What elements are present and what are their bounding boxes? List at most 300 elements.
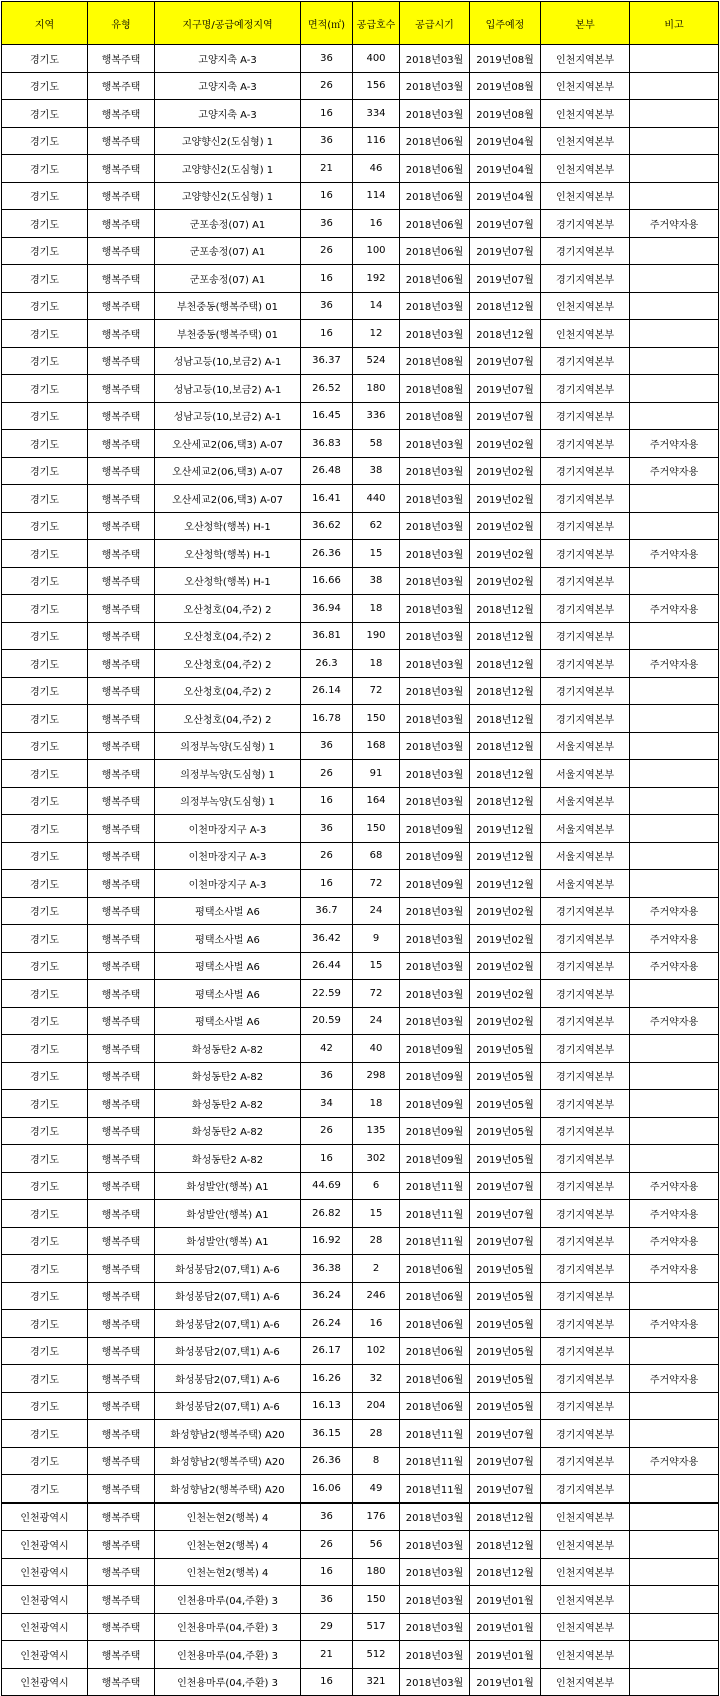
table-row <box>2 815 719 843</box>
area-cell: 26.3 <box>301 650 353 678</box>
area-cell: 36 <box>301 1586 353 1614</box>
area-cell: 26.52 <box>301 375 353 403</box>
type-cell: 행복주택 <box>88 1310 155 1338</box>
district-cell: 오산청호(04,주2) 2 <box>155 595 301 623</box>
supply-date-cell: 2018년11월 <box>400 1200 470 1228</box>
table-row <box>2 1035 719 1063</box>
supply-date-cell: 2018년03월 <box>400 760 470 788</box>
table-body <box>2 45 719 1696</box>
table-row <box>2 1255 719 1283</box>
area-cell: 36 <box>301 292 353 320</box>
units-cell: 2 <box>353 1255 400 1283</box>
move-in-cell: 2019년04월 <box>470 155 541 183</box>
type-cell: 행복주택 <box>88 375 155 403</box>
hq-cell: 경기지역본부 <box>541 1200 630 1228</box>
table-row <box>2 485 719 513</box>
table-row <box>2 72 719 100</box>
district-cell: 화성봉담2(07,택1) A-6 <box>155 1392 301 1420</box>
units-cell: 176 <box>353 1503 400 1531</box>
note-cell <box>630 402 719 430</box>
district-cell: 성남고등(10,보금2) A-1 <box>155 402 301 430</box>
units-cell: 56 <box>353 1531 400 1559</box>
district-cell: 고양향신2(도심형) 1 <box>155 155 301 183</box>
units-cell: 440 <box>353 485 400 513</box>
table-row <box>2 980 719 1008</box>
note-cell <box>630 1337 719 1365</box>
district-cell: 오산청호(04,주2) 2 <box>155 705 301 733</box>
hq-cell: 인천지역본부 <box>541 100 630 128</box>
note-cell <box>630 347 719 375</box>
units-cell: 400 <box>353 45 400 73</box>
note-cell <box>630 760 719 788</box>
move-in-cell: 2019년12월 <box>470 842 541 870</box>
type-cell: 행복주택 <box>88 1558 155 1586</box>
table-row <box>2 1227 719 1255</box>
units-cell: 135 <box>353 1117 400 1145</box>
hq-cell: 경기지역본부 <box>541 512 630 540</box>
move-in-cell: 2018년12월 <box>470 760 541 788</box>
region-cell: 경기도 <box>2 732 88 760</box>
type-cell: 행복주택 <box>88 705 155 733</box>
area-cell: 26 <box>301 760 353 788</box>
type-cell: 행복주택 <box>88 402 155 430</box>
area-cell: 36 <box>301 1503 353 1531</box>
table-row <box>2 1641 719 1669</box>
supply-date-cell: 2018년06월 <box>400 182 470 210</box>
note-cell: 주거약자용 <box>630 430 719 458</box>
hq-cell: 경기지역본부 <box>541 457 630 485</box>
note-cell: 주거약자용 <box>630 925 719 953</box>
units-cell: 40 <box>353 1035 400 1063</box>
supply-date-cell: 2018년03월 <box>400 650 470 678</box>
region-cell: 경기도 <box>2 72 88 100</box>
region-cell: 경기도 <box>2 925 88 953</box>
area-cell: 21 <box>301 1641 353 1669</box>
table-row <box>2 155 719 183</box>
note-cell <box>630 1420 719 1448</box>
region-cell: 경기도 <box>2 430 88 458</box>
region-cell: 인천광역시 <box>2 1586 88 1614</box>
units-cell: 16 <box>353 210 400 238</box>
region-cell: 경기도 <box>2 952 88 980</box>
supply-date-cell: 2018년03월 <box>400 45 470 73</box>
table-row <box>2 1145 719 1173</box>
supply-date-cell: 2018년03월 <box>400 1668 470 1696</box>
move-in-cell: 2019년02월 <box>470 567 541 595</box>
hq-cell: 인천지역본부 <box>541 292 630 320</box>
region-cell: 경기도 <box>2 1035 88 1063</box>
note-cell <box>630 870 719 898</box>
area-cell: 36.24 <box>301 1282 353 1310</box>
move-in-cell: 2019년01월 <box>470 1586 541 1614</box>
move-in-cell: 2019년02월 <box>470 485 541 513</box>
type-cell: 행복주택 <box>88 1282 155 1310</box>
area-cell: 16 <box>301 1558 353 1586</box>
area-cell: 16 <box>301 1668 353 1696</box>
move-in-cell: 2018년12월 <box>470 705 541 733</box>
hq-cell: 인천지역본부 <box>541 182 630 210</box>
units-cell: 18 <box>353 595 400 623</box>
note-cell <box>630 155 719 183</box>
note-cell: 주거약자용 <box>630 595 719 623</box>
district-cell: 평택소사벌 A6 <box>155 980 301 1008</box>
hq-cell: 경기지역본부 <box>541 595 630 623</box>
supply-date-cell: 2018년06월 <box>400 210 470 238</box>
note-cell <box>630 1503 719 1531</box>
table-row <box>2 1392 719 1420</box>
region-cell: 경기도 <box>2 1310 88 1338</box>
hq-cell: 경기지역본부 <box>541 1310 630 1338</box>
move-in-cell: 2019년05월 <box>470 1035 541 1063</box>
note-cell <box>630 980 719 1008</box>
area-cell: 36 <box>301 815 353 843</box>
table-row <box>2 320 719 348</box>
units-cell: 192 <box>353 265 400 293</box>
area-cell: 16.06 <box>301 1475 353 1503</box>
supply-date-cell: 2018년09월 <box>400 1062 470 1090</box>
area-cell: 16 <box>301 1145 353 1173</box>
district-cell: 화성봉담2(07,택1) A-6 <box>155 1365 301 1393</box>
type-cell: 행복주택 <box>88 567 155 595</box>
column-header-hq: 본부 <box>541 2 630 45</box>
units-cell: 68 <box>353 842 400 870</box>
hq-cell: 경기지역본부 <box>541 375 630 403</box>
move-in-cell: 2019년07월 <box>470 1200 541 1228</box>
units-cell: 14 <box>353 292 400 320</box>
note-cell: 주거약자용 <box>630 952 719 980</box>
note-cell: 주거약자용 <box>630 1365 719 1393</box>
supply-date-cell: 2018년06월 <box>400 127 470 155</box>
table-row <box>2 622 719 650</box>
area-cell: 26.44 <box>301 952 353 980</box>
district-cell: 화성동탄2 A-82 <box>155 1090 301 1118</box>
region-cell: 경기도 <box>2 1172 88 1200</box>
table-row <box>2 347 719 375</box>
units-cell: 38 <box>353 567 400 595</box>
supply-date-cell: 2018년09월 <box>400 1035 470 1063</box>
type-cell: 행복주택 <box>88 320 155 348</box>
area-cell: 16 <box>301 100 353 128</box>
district-cell: 의정부녹양(도심형) 1 <box>155 787 301 815</box>
district-cell: 오산청호(04,주2) 2 <box>155 622 301 650</box>
area-cell: 21 <box>301 155 353 183</box>
table-row <box>2 430 719 458</box>
type-cell: 행복주택 <box>88 1447 155 1475</box>
hq-cell: 경기지역본부 <box>541 1282 630 1310</box>
hq-cell: 인천지역본부 <box>541 72 630 100</box>
region-cell: 경기도 <box>2 787 88 815</box>
table-row <box>2 732 719 760</box>
units-cell: 62 <box>353 512 400 540</box>
units-cell: 321 <box>353 1668 400 1696</box>
note-cell <box>630 1090 719 1118</box>
type-cell: 행복주택 <box>88 127 155 155</box>
supply-date-cell: 2018년11월 <box>400 1172 470 1200</box>
units-cell: 18 <box>353 1090 400 1118</box>
units-cell: 32 <box>353 1365 400 1393</box>
area-cell: 36 <box>301 1062 353 1090</box>
table-row <box>2 1531 719 1559</box>
type-cell: 행복주택 <box>88 45 155 73</box>
district-cell: 부천중동(행복주택) 01 <box>155 320 301 348</box>
table-row <box>2 182 719 210</box>
region-cell: 경기도 <box>2 182 88 210</box>
supply-date-cell: 2018년06월 <box>400 1392 470 1420</box>
district-cell: 성남고등(10,보금2) A-1 <box>155 347 301 375</box>
type-cell: 행복주택 <box>88 677 155 705</box>
area-cell: 22.59 <box>301 980 353 1008</box>
supply-date-cell: 2018년03월 <box>400 457 470 485</box>
note-cell <box>630 320 719 348</box>
district-cell: 화성향남2(행복주택) A20 <box>155 1420 301 1448</box>
table-row <box>2 1613 719 1641</box>
hq-cell: 경기지역본부 <box>541 705 630 733</box>
move-in-cell: 2019년04월 <box>470 182 541 210</box>
supply-date-cell: 2018년06월 <box>400 1337 470 1365</box>
area-cell: 29 <box>301 1613 353 1641</box>
units-cell: 180 <box>353 375 400 403</box>
move-in-cell: 2019년01월 <box>470 1613 541 1641</box>
units-cell: 302 <box>353 1145 400 1173</box>
area-cell: 36.38 <box>301 1255 353 1283</box>
district-cell: 의정부녹양(도심형) 1 <box>155 760 301 788</box>
note-cell <box>630 1475 719 1503</box>
move-in-cell: 2019년07월 <box>470 1475 541 1503</box>
region-cell: 경기도 <box>2 1282 88 1310</box>
move-in-cell: 2019년02월 <box>470 925 541 953</box>
table-row <box>2 925 719 953</box>
district-cell: 인천논현2(행복) 4 <box>155 1558 301 1586</box>
district-cell: 평택소사벌 A6 <box>155 897 301 925</box>
area-cell: 36.42 <box>301 925 353 953</box>
area-cell: 16 <box>301 870 353 898</box>
supply-date-cell: 2018년03월 <box>400 897 470 925</box>
note-cell <box>630 1062 719 1090</box>
area-cell: 42 <box>301 1035 353 1063</box>
hq-cell: 경기지역본부 <box>541 980 630 1008</box>
hq-cell: 경기지역본부 <box>541 1172 630 1200</box>
region-cell: 경기도 <box>2 1255 88 1283</box>
units-cell: 512 <box>353 1641 400 1669</box>
table-row <box>2 760 719 788</box>
type-cell: 행복주택 <box>88 622 155 650</box>
supply-date-cell: 2018년08월 <box>400 375 470 403</box>
hq-cell: 경기지역본부 <box>541 1227 630 1255</box>
move-in-cell: 2019년02월 <box>470 897 541 925</box>
supply-date-cell: 2018년06월 <box>400 1255 470 1283</box>
hq-cell: 서울지역본부 <box>541 787 630 815</box>
note-cell <box>630 787 719 815</box>
units-cell: 72 <box>353 677 400 705</box>
note-cell <box>630 1668 719 1696</box>
type-cell: 행복주택 <box>88 1531 155 1559</box>
type-cell: 행복주택 <box>88 182 155 210</box>
units-cell: 91 <box>353 760 400 788</box>
type-cell: 행복주택 <box>88 1090 155 1118</box>
type-cell: 행복주택 <box>88 1420 155 1448</box>
district-cell: 고양지축 A-3 <box>155 72 301 100</box>
type-cell: 행복주택 <box>88 980 155 1008</box>
region-cell: 경기도 <box>2 347 88 375</box>
units-cell: 18 <box>353 650 400 678</box>
area-cell: 26.82 <box>301 1200 353 1228</box>
move-in-cell: 2018년12월 <box>470 787 541 815</box>
units-cell: 58 <box>353 430 400 458</box>
area-cell: 36 <box>301 127 353 155</box>
note-cell: 주거약자용 <box>630 457 719 485</box>
district-cell: 평택소사벌 A6 <box>155 1007 301 1035</box>
area-cell: 16.78 <box>301 705 353 733</box>
column-header-district: 지구명/공급예정지역 <box>155 2 301 45</box>
housing-supply-table <box>1 1 719 1696</box>
note-cell <box>630 1282 719 1310</box>
hq-cell: 서울지역본부 <box>541 732 630 760</box>
note-cell <box>630 182 719 210</box>
table-row <box>2 1365 719 1393</box>
area-cell: 36.15 <box>301 1420 353 1448</box>
type-cell: 행복주택 <box>88 430 155 458</box>
type-cell: 행복주택 <box>88 925 155 953</box>
move-in-cell: 2018년12월 <box>470 1531 541 1559</box>
supply-date-cell: 2018년09월 <box>400 1117 470 1145</box>
district-cell: 오산세교2(06,택3) A-07 <box>155 485 301 513</box>
region-cell: 경기도 <box>2 650 88 678</box>
area-cell: 36.37 <box>301 347 353 375</box>
hq-cell: 인천지역본부 <box>541 1641 630 1669</box>
region-cell: 경기도 <box>2 705 88 733</box>
note-cell: 주거약자용 <box>630 1227 719 1255</box>
note-cell <box>630 1392 719 1420</box>
units-cell: 8 <box>353 1447 400 1475</box>
region-cell: 경기도 <box>2 842 88 870</box>
area-cell: 26 <box>301 842 353 870</box>
region-cell: 경기도 <box>2 1145 88 1173</box>
note-cell: 주거약자용 <box>630 1310 719 1338</box>
supply-date-cell: 2018년06월 <box>400 1282 470 1310</box>
supply-date-cell: 2018년11월 <box>400 1227 470 1255</box>
region-cell: 경기도 <box>2 375 88 403</box>
area-cell: 26.36 <box>301 1447 353 1475</box>
region-cell: 경기도 <box>2 237 88 265</box>
supply-date-cell: 2018년03월 <box>400 512 470 540</box>
units-cell: 180 <box>353 1558 400 1586</box>
table-row <box>2 402 719 430</box>
supply-date-cell: 2018년03월 <box>400 1613 470 1641</box>
hq-cell: 경기지역본부 <box>541 952 630 980</box>
type-cell: 행복주택 <box>88 732 155 760</box>
supply-date-cell: 2018년03월 <box>400 1586 470 1614</box>
note-cell <box>630 1586 719 1614</box>
supply-date-cell: 2018년03월 <box>400 485 470 513</box>
units-cell: 6 <box>353 1172 400 1200</box>
hq-cell: 경기지역본부 <box>541 1007 630 1035</box>
move-in-cell: 2019년02월 <box>470 952 541 980</box>
note-cell <box>630 45 719 73</box>
type-cell: 행복주택 <box>88 1586 155 1614</box>
table-row <box>2 1558 719 1586</box>
note-cell <box>630 292 719 320</box>
region-cell: 경기도 <box>2 292 88 320</box>
hq-cell: 경기지역본부 <box>541 677 630 705</box>
type-cell: 행복주택 <box>88 1641 155 1669</box>
supply-date-cell: 2018년03월 <box>400 732 470 760</box>
note-cell <box>630 567 719 595</box>
table-row <box>2 897 719 925</box>
region-cell: 경기도 <box>2 1475 88 1503</box>
move-in-cell: 2018년12월 <box>470 677 541 705</box>
region-cell: 경기도 <box>2 815 88 843</box>
district-cell: 오산청호(04,주2) 2 <box>155 650 301 678</box>
region-cell: 인천광역시 <box>2 1503 88 1531</box>
supply-date-cell: 2018년03월 <box>400 320 470 348</box>
supply-date-cell: 2018년09월 <box>400 1090 470 1118</box>
district-cell: 화성동탄2 A-82 <box>155 1145 301 1173</box>
note-cell: 주거약자용 <box>630 650 719 678</box>
move-in-cell: 2019년08월 <box>470 100 541 128</box>
note-cell: 주거약자용 <box>630 1200 719 1228</box>
district-cell: 화성동탄2 A-82 <box>155 1062 301 1090</box>
note-cell: 주거약자용 <box>630 1447 719 1475</box>
table-row <box>2 1062 719 1090</box>
supply-date-cell: 2018년03월 <box>400 952 470 980</box>
type-cell: 행복주택 <box>88 1062 155 1090</box>
note-cell <box>630 485 719 513</box>
district-cell: 오산세교2(06,택3) A-07 <box>155 430 301 458</box>
hq-cell: 경기지역본부 <box>541 1145 630 1173</box>
note-cell <box>630 100 719 128</box>
district-cell: 부천중동(행복주택) 01 <box>155 292 301 320</box>
table-row <box>2 705 719 733</box>
move-in-cell: 2018년12월 <box>470 650 541 678</box>
type-cell: 행복주택 <box>88 1475 155 1503</box>
move-in-cell: 2019년02월 <box>470 457 541 485</box>
district-cell: 고양지축 A-3 <box>155 45 301 73</box>
move-in-cell: 2019년05월 <box>470 1310 541 1338</box>
type-cell: 행복주택 <box>88 815 155 843</box>
district-cell: 인천용마루(04,주환) 3 <box>155 1641 301 1669</box>
move-in-cell: 2019년05월 <box>470 1145 541 1173</box>
district-cell: 화성향남2(행복주택) A20 <box>155 1475 301 1503</box>
type-cell: 행복주택 <box>88 485 155 513</box>
note-cell <box>630 815 719 843</box>
supply-date-cell: 2018년03월 <box>400 622 470 650</box>
move-in-cell: 2018년12월 <box>470 320 541 348</box>
hq-cell: 경기지역본부 <box>541 210 630 238</box>
supply-date-cell: 2018년03월 <box>400 72 470 100</box>
hq-cell: 인천지역본부 <box>541 127 630 155</box>
table-row <box>2 1282 719 1310</box>
table-row <box>2 210 719 238</box>
hq-cell: 경기지역본부 <box>541 1062 630 1090</box>
units-cell: 15 <box>353 540 400 568</box>
area-cell: 44.69 <box>301 1172 353 1200</box>
note-cell <box>630 237 719 265</box>
district-cell: 이천마장지구 A-3 <box>155 842 301 870</box>
type-cell: 행복주택 <box>88 512 155 540</box>
district-cell: 화성향남2(행복주택) A20 <box>155 1447 301 1475</box>
move-in-cell: 2019년01월 <box>470 1641 541 1669</box>
supply-date-cell: 2018년06월 <box>400 155 470 183</box>
column-header-type: 유형 <box>88 2 155 45</box>
type-cell: 행복주택 <box>88 1503 155 1531</box>
district-cell: 이천마장지구 A-3 <box>155 870 301 898</box>
move-in-cell: 2019년07월 <box>470 402 541 430</box>
region-cell: 경기도 <box>2 567 88 595</box>
hq-cell: 인천지역본부 <box>541 1531 630 1559</box>
type-cell: 행복주택 <box>88 897 155 925</box>
table-row <box>2 45 719 73</box>
supply-date-cell: 2018년08월 <box>400 347 470 375</box>
